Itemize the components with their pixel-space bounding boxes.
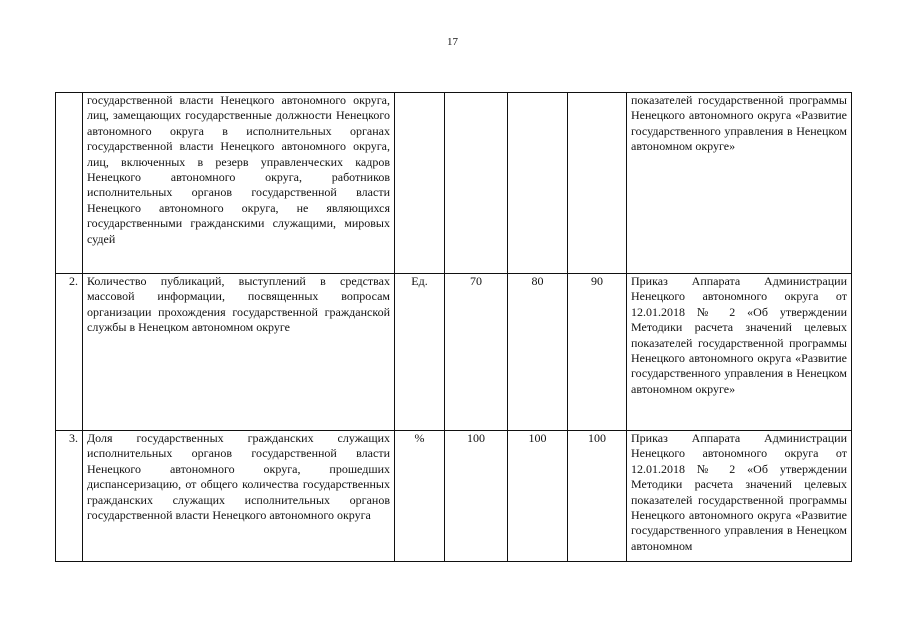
source-document: Приказ Аппарата Администрации Ненецкого автономного округа от 12.01.2018 № 2 «Об утверждении Методики расчета значений целевых показателей государственной программы Ненецкого автономного округа «Развитие государственного управления в Ненецком автономном округе» — [627, 274, 852, 431]
value-year-3: 100 — [568, 431, 627, 562]
value-year-1: 70 — [445, 274, 508, 431]
unit-of-measure: Ед. — [395, 274, 445, 431]
value-year-2: 100 — [508, 431, 568, 562]
value-year-1: 100 — [445, 431, 508, 562]
indicator-name: Количество публикаций, выступлений в средствах массовой информации, посвященных вопросам организации прохождения государственной гражданской службы в Ненецком автономном округе — [83, 274, 395, 431]
value-year-2: 80 — [508, 274, 568, 431]
page-number: 17 — [447, 36, 458, 48]
indicators-table — [55, 92, 852, 562]
table-row — [56, 431, 852, 562]
source-document-cell — [627, 431, 852, 562]
row-number — [56, 93, 83, 274]
row-number: 2. — [56, 274, 83, 431]
value-year-1 — [445, 93, 508, 274]
table-row — [56, 93, 852, 274]
unit-of-measure: % — [395, 431, 445, 562]
indicator-name: Доля государственных гражданских служащих исполнительных органов государственной власти Ненецкого автономного округа, прошедших диспансеризацию, от общего количества государственных гражданских служащих исполнительных органов государственной власти Ненецкого автономного округа — [83, 431, 395, 562]
source-document: показателей государственной программы Ненецкого автономного округа «Развитие государственного управления в Ненецком автономном округе» — [627, 93, 852, 274]
value-year-3 — [568, 93, 627, 274]
value-year-3: 90 — [568, 274, 627, 431]
row-number: 3. — [56, 431, 83, 562]
source-document: Приказ Аппарата Администрации Ненецкого автономного округа от 12.01.2018 № 2 «Об утверждении Методики расчета значений целевых показателей государственной программы Ненецкого автономного округа «Развитие государственного управления в Ненецком автономном — [631, 431, 847, 553]
table-row — [56, 274, 852, 431]
unit-of-measure — [395, 93, 445, 274]
indicator-name: государственной власти Ненецкого автономного округа, лиц, замещающих государственные должности Ненецкого автономного округа в исполнительных органах государственной власти Ненецкого автономного округа, лиц, включенных в резерв управленческих кадров Ненецкого автономного округа, работников исполнительных органов государственной власти Ненецкого автономного округа, не являющихся государственными гражданскими служащими, мировых судей — [83, 93, 395, 274]
value-year-2 — [508, 93, 568, 274]
